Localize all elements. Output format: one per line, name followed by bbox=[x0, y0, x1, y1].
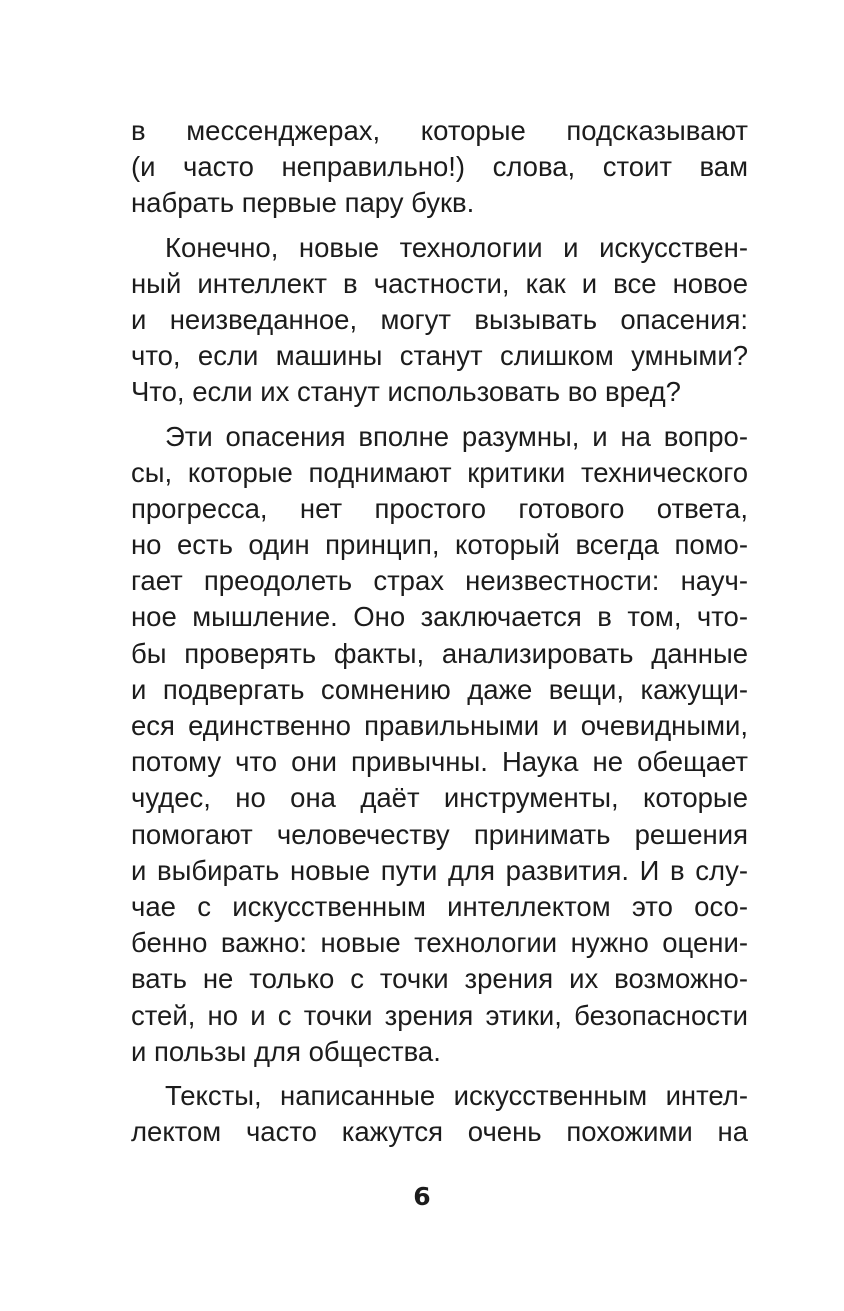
text-line: (и часто неправильно!) слова, стоит вам bbox=[131, 151, 748, 183]
text-line: помогают человечеству принимать решения bbox=[131, 818, 748, 850]
text-line: бенно важно: новые технологии нужно оцени- bbox=[131, 927, 748, 959]
text-line: что, если машины станут слишком умными? bbox=[131, 340, 748, 372]
text-line: и подвергать сомнению даже вещи, кажущи- bbox=[131, 673, 748, 705]
text-line: гает преодолеть страх неизвестности: науч- bbox=[131, 565, 748, 597]
text-line: чудес, но она даёт инструменты, которые bbox=[131, 782, 748, 814]
text-line: лектом часто кажутся очень похожими на bbox=[131, 1116, 748, 1148]
text-line: потому что они привычны. Наука не обещает bbox=[131, 746, 748, 778]
text-line: в мессенджерах, которые подсказывают bbox=[131, 115, 748, 146]
text-line: чае с искусственным интеллектом это осо- bbox=[131, 890, 748, 922]
text-line: сы, которые поднимают критики технического bbox=[131, 456, 748, 488]
paragraph-first-line: Эти опасения вполне разумны, и на вопро- bbox=[165, 420, 748, 452]
paragraph-first-line: Конечно, новые технологии и искусствен- bbox=[165, 231, 748, 263]
text-line: ный интеллект в частности, как и все новое bbox=[131, 267, 748, 299]
text-line: еся единственно правильными и очевидными, bbox=[131, 710, 748, 741]
text-line: бы проверять факты, анализировать данные bbox=[131, 637, 748, 669]
text-line: и пользы для общества. bbox=[131, 1035, 441, 1067]
text-line: прогресса, нет простого готового ответа, bbox=[131, 492, 748, 524]
text-line: стей, но и с точки зрения этики, безопасности bbox=[131, 999, 748, 1031]
page-number: 6 bbox=[413, 1182, 431, 1211]
text-line: набрать первые пару букв. bbox=[131, 187, 475, 219]
body-text bbox=[131, 113, 748, 1150]
text-line: вать не только с точки зрения их возможно- bbox=[131, 963, 748, 995]
text-line: ное мышление. Оно заключается в том, что- bbox=[131, 601, 748, 633]
text-line: Что, если их станут использовать во вред? bbox=[131, 376, 681, 408]
text-line: но есть один принцип, который всегда помо- bbox=[131, 529, 748, 561]
text-line: и неизведанное, могут вызывать опасения: bbox=[131, 303, 748, 335]
text-line: и выбирать новые пути для развития. И в слу- bbox=[131, 854, 748, 886]
paragraph-first-line: Тексты, написанные искусственным интел- bbox=[165, 1079, 748, 1111]
